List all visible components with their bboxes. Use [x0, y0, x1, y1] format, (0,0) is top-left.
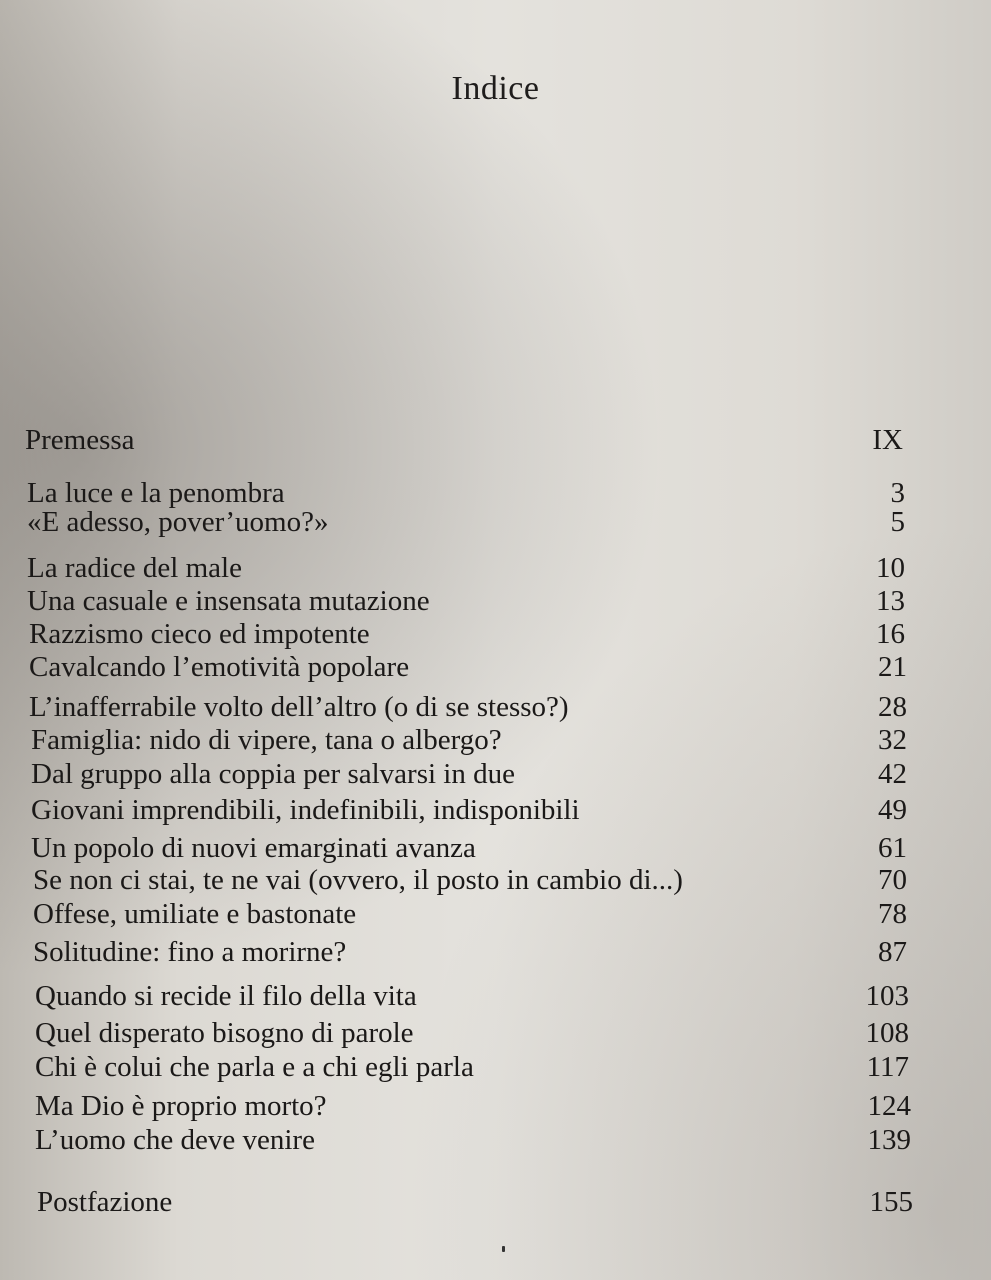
toc-entry-title: Quel disperato bisogno di parole — [35, 1017, 414, 1049]
toc-entry-page: 21 — [878, 651, 907, 683]
toc-entry-title: Una casuale e insensata mutazione — [27, 585, 430, 617]
toc-entry-page: 87 — [878, 936, 907, 968]
toc-entry-title: Cavalcando l’emotività popolare — [29, 651, 410, 683]
toc-entry-title: Solitudine: fino a morirne? — [33, 936, 347, 968]
toc-entry-title: Razzismo cieco ed impotente — [29, 618, 370, 650]
toc-entry-page: 117 — [866, 1051, 909, 1083]
ink-speck — [502, 1246, 505, 1252]
toc-entry-title: Se non ci stai, te ne vai (ovvero, il posto in cambio di...) — [33, 864, 683, 896]
toc-entry-page: 3 — [890, 477, 905, 509]
toc-entry-page: 139 — [867, 1124, 911, 1156]
toc-entry-page: 28 — [878, 691, 907, 723]
toc-entry-title: «E adesso, pover’uomo?» — [27, 506, 329, 538]
toc-entry-page: 49 — [878, 794, 907, 826]
toc-entry-page: 10 — [876, 552, 905, 584]
toc-entry-title: Chi è colui che parla e a chi egli parla — [35, 1051, 474, 1083]
toc-entry-title: L’uomo che deve venire — [35, 1124, 315, 1156]
toc-entry-title: Premessa — [25, 424, 135, 456]
toc-entry-page: 78 — [878, 898, 907, 930]
toc-entry-page: 108 — [865, 1017, 909, 1049]
toc-entry-page: 61 — [878, 832, 907, 864]
toc-entry-page: 70 — [878, 864, 907, 896]
toc-entry-page: 155 — [869, 1186, 913, 1218]
toc-entry-title: Quando si recide il filo della vita — [35, 980, 417, 1012]
toc-entry-page: 32 — [878, 724, 907, 756]
toc-entry-title: La radice del male — [27, 552, 242, 584]
toc-entry-title: Giovani imprendibili, indefinibili, indisponibili — [31, 794, 580, 826]
toc-entry-title: L’inafferrabile volto dell’altro (o di se stesso?) — [29, 691, 569, 723]
toc-entry-page: IX — [872, 424, 903, 456]
toc-entry-title: Dal gruppo alla coppia per salvarsi in due — [31, 758, 515, 790]
toc-entry-page: 124 — [867, 1090, 911, 1122]
toc-entry-page: 103 — [865, 980, 909, 1012]
toc-entry-title: Un popolo di nuovi emarginati avanza — [31, 832, 476, 864]
toc-entry-title: Ma Dio è proprio morto? — [35, 1090, 327, 1122]
toc-entry-title: Offese, umiliate e bastonate — [33, 898, 357, 930]
toc-entry-title: Postfazione — [37, 1186, 173, 1218]
toc-entry-title: La luce e la penombra — [27, 477, 285, 509]
toc-entry-page: 42 — [878, 758, 907, 790]
toc-entry-page: 5 — [890, 506, 905, 538]
toc-entry-page: 13 — [876, 585, 905, 617]
toc-entry-page: 16 — [876, 618, 905, 650]
toc-entry-title: Famiglia: nido di vipere, tana o albergo? — [31, 724, 502, 756]
page-title: Indice — [451, 70, 540, 107]
